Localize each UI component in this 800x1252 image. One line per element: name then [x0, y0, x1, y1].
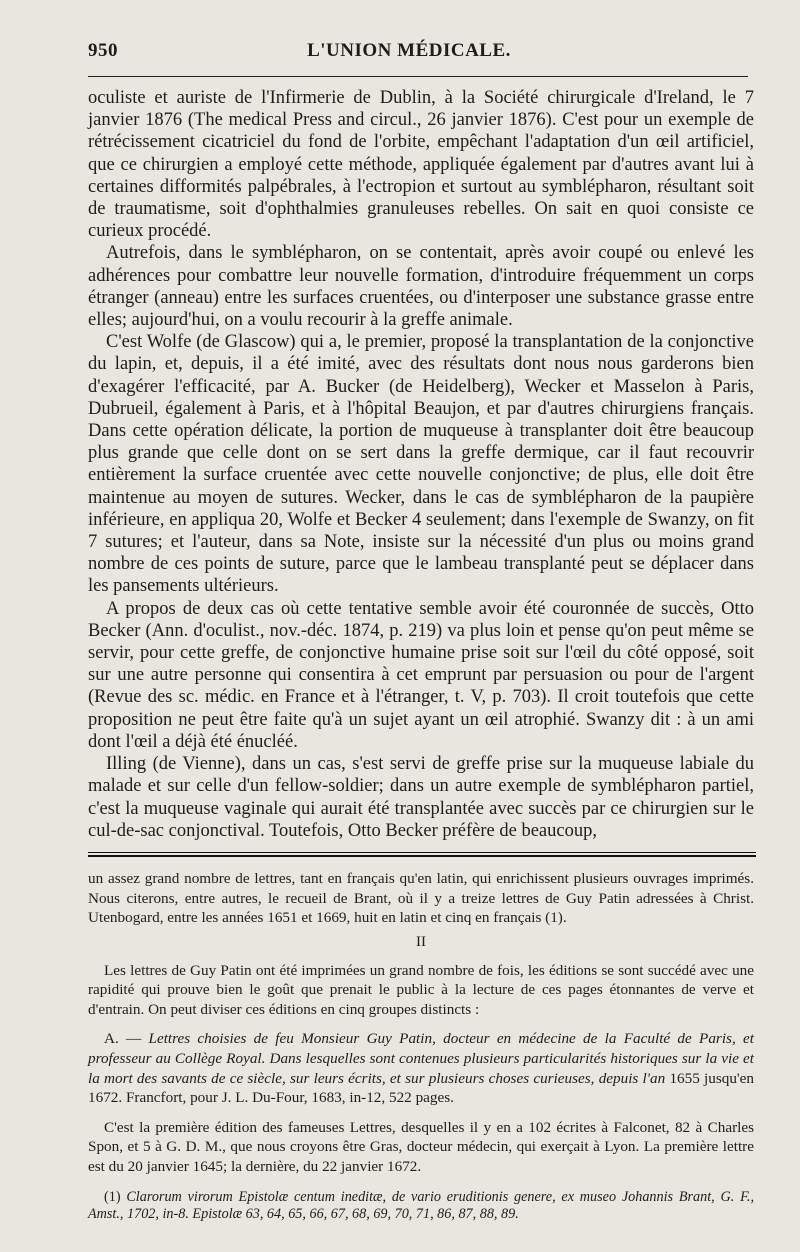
journal-title: L'UNION MÉDICALE.	[307, 40, 511, 61]
section-separator-rule	[88, 852, 756, 857]
feuilleton-paragraph-1: un assez grand nombre de lettres, tant en français qu'en latin, qui enrichissent plusieurs ouvrages imprimés. Nous citerons, entre autres, le recueil de Brant, où il y a treize lettres de Guy Patin adressées à Christ. Utenbogard, entre les années 1651 et 1669, huit en latin et cinq en français (1).	[88, 869, 754, 927]
edition-details: 1655 jusqu'en 1672. Francfort, pour J. L. Du-Four, 1683, in-12, 522 pages.	[88, 1069, 755, 1107]
main-paragraph-2: Autrefois, dans le symblépharon, on se contentait, après avoir coupé ou enlevé les adhérences pour combattre leur nouvelle formation, d'introduire fréquemment un corps étranger (anneau) entre les surfaces cruentées, ou d'interposer une substance grasse entre elles; aujourd'hui, on a voulu recourir à la greffe animale.	[88, 243, 754, 331]
footnote	[88, 1189, 754, 1223]
feuilleton-text	[88, 869, 760, 1177]
main-article-text	[88, 87, 760, 842]
header-rule	[88, 76, 748, 77]
footnote-text: Clarorum virorum Epistolæ centum ineditæ, de vario eruditionis genere, ex museo Johannis Brant, G. F., Amst., 1702, in-8. Epistolæ 63, 64, 65, 66, 67, 68, 69, 70, 71, 86, 87, 88, 89.	[88, 1188, 755, 1222]
edition-entry-a	[88, 1029, 754, 1107]
edition-label: A. —	[104, 1030, 142, 1048]
feuilleton-paragraph-4: C'est la première édition des fameuses Lettres, desquelles il y en a 102 écrites à Falconet, 82 à Charles Spon, et 5 à G. D. M., que nous croyons être Gras, docteur médecin, qui exerçait à Lyon. La première lettre est du 20 janvier 1645; la dernière, du 22 janvier 1672.	[88, 1118, 754, 1176]
page-number: 950	[88, 40, 118, 61]
section-numeral: II	[416, 933, 426, 950]
main-paragraph-1: oculiste et auriste de l'Infirmerie de Dublin, à la Société chirurgicale d'Ireland, le 7 janvier 1876 (The medical Press and circul., 26 janvier 1876). C'est pour un exemple de rétrécissement cicatriciel du fond de l'orbite, empêchant l'adaptation d'un œil artificiel, que ce chirurgien a employé cette méthode, appliquée également par d'autres avant lui à certaines difformités palpébrales, à l'ectropion et surtout au symblépharon, résultant soit de traumatisme, soit d'ophthalmies granuleuses rebelles. On sait en quoi consiste ce curieux procédé.	[88, 88, 754, 242]
edition-title: Lettres choisies de feu Monsieur Guy Patin, docteur en médecine de la Faculté de Paris, et professeur au Collège Royal. Dans lesquelles sont contenues plusieurs particularités historiques sur la vie et la mort des savants de ce siècle, sur leurs écrits, et sur plusieurs choses curieuses, depuis l'an	[88, 1030, 754, 1087]
main-paragraph-3: C'est Wolfe (de Glascow) qui a, le premier, proposé la transplantation de la conjonctive du lapin, et, depuis, il a été imité, avec des résultats dont nous nous garderons bien d'exagérer l'efficacité, par A. Bucker (de Heidelberg), Wecker et Masselon à Paris, Dubrueil, également à Paris, et à l'hôpital Beaujon, et par d'autres chirurgiens français. Dans cette opération délicate, la portion de muqueuse à transplanter doit être beaucoup plus grande que celle dont on se sert dans la greffe dermique, car il faut recouvrir entièrement la surface cruentée avec cette nouvelle conjonctive; de plus, elle doit être maintenue au moyen de sutures. Wecker, dans le cas de symblépharon de la paupière inférieure, en appliqua 20, Wolfe et Becker 4 seulement; dans l'exemple de Swanzy, on fit 7 sutures; et l'auteur, dans sa Note, insiste sur la nécessité d'un plus ou moins grand nombre de ces points de suture, parce que le lambeau transplanté peut se déplacer dans les pansements ultérieurs.	[88, 332, 754, 597]
page-header	[88, 40, 760, 70]
footnote-marker: (1)	[104, 1188, 121, 1205]
main-paragraph-4: A propos de deux cas où cette tentative semble avoir été couronnée de succès, Otto Becker (Ann. d'oculist., nov.-déc. 1874, p. 219) va plus loin et pense qu'on peut même se servir, pour cette greffe, de conjonctive humaine prise soit sur l'œil du côté opposé, soit sur une autre personne qui consentira à cet emprunt par persuasion ou pour de l'argent (Revue des sc. médic. en France et à l'étranger, t. V, p. 703). Il croit toutefois que cette proposition ne peut être faite qu'à un sujet ayant un œil atrophié. Swanzy dit : à un ami dont l'œil a déjà été énucléé.	[88, 598, 754, 752]
feuilleton-paragraph-2: Les lettres de Guy Patin ont été imprimées un grand nombre de fois, les éditions se sont succédé avec une rapidité qui prouve bien le goût que prenait le public à la lecture de ces pages étonnantes de verve et d'entrain. On peut diviser ces éditions en cinq groupes distincts :	[88, 961, 754, 1018]
main-paragraph-5: Illing (de Vienne), dans un cas, s'est servi de greffe prise sur la muqueuse labiale du malade et sur celle d'un fellow-soldier; dans un autre exemple de symblépharon partiel, c'est la muqueuse vaginale qui aurait été transplantée avec succès par ce chirurgien sur le cul-de-sac conjonctival. Toutefois, Otto Becker préfère de beaucoup,	[88, 754, 754, 841]
